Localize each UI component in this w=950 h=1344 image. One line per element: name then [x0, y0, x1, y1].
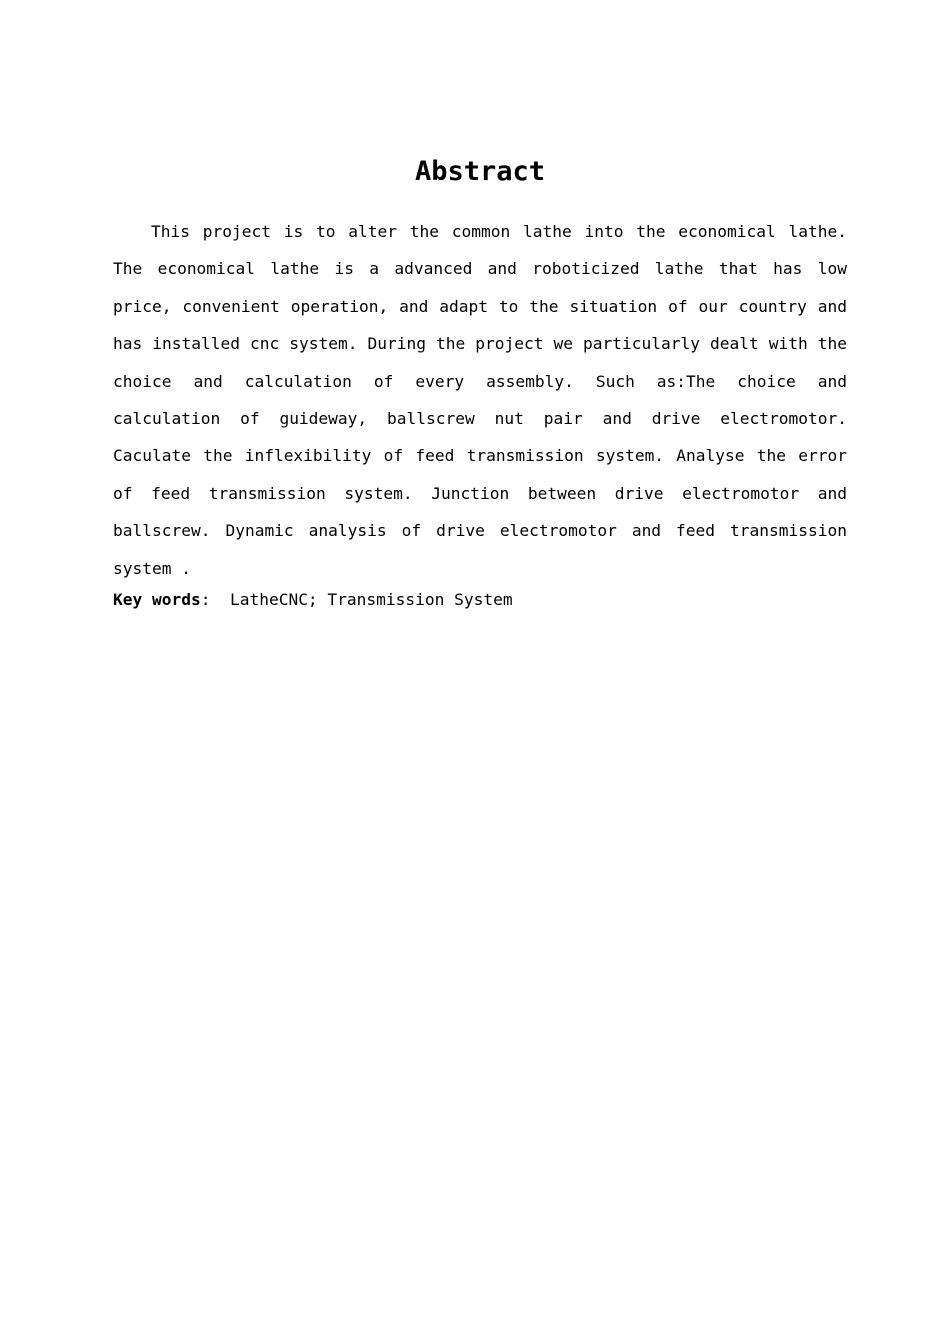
keywords-value: LatheCNC; Transmission System [229, 590, 513, 609]
abstract-paragraph: This project is to alter the common lathe into the economical lathe. The economical lathe is a advanced and roboticized lathe that has low price, convenient operation, and adapt to the situation of our country and has installed cnc system. During the project we particularly dealt with the choice and calculation of every assembly. Such as:The choice and calculation of guideway, ballscrew nut pair and drive electromotor. Caculate the inflexibility of feed transmission system. Analyse the error of feed transmission system. Junction between drive electromotor and ballscrew. Dynamic analysis of drive electromotor and feed transmission system . [113, 222, 847, 578]
abstract-title: Abstract [414, 156, 546, 187]
keywords-line [113, 584, 847, 616]
keywords-separator: : [200, 590, 230, 609]
keywords-label: Key words [113, 590, 201, 609]
